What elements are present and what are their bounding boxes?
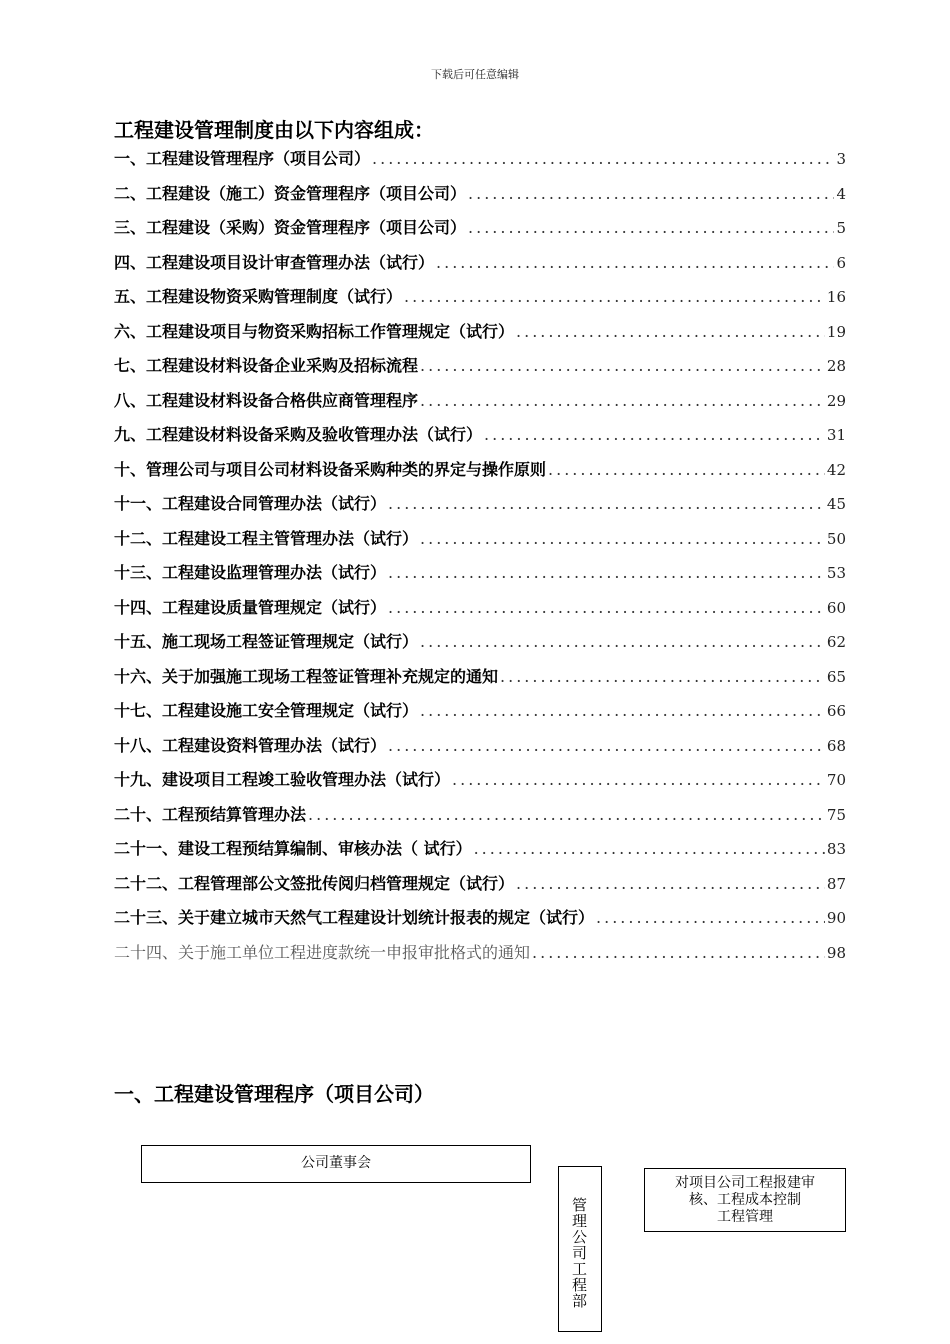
toc-entry-page: 62 (826, 633, 846, 651)
toc-entry[interactable] (114, 629, 846, 664)
toc-entry-page: 68 (826, 736, 846, 755)
toc-entry-label: 二十二、工程管理部公文签批传阅归档管理规定（试行） (114, 873, 515, 893)
toc-leader-dots (436, 253, 834, 272)
toc-entry[interactable] (114, 802, 846, 837)
toc-entry-page: 45 (826, 495, 846, 513)
toc-entry-label: 十五、施工现场工程签证管理规定（试行） (114, 632, 419, 651)
toc-leader-dots (516, 874, 825, 893)
toc-entry[interactable] (114, 181, 846, 216)
toc-entry-page: 60 (826, 598, 846, 617)
flow-box-duties (644, 1168, 846, 1232)
toc-leader-dots (548, 460, 825, 479)
toc-leader-dots (388, 736, 825, 755)
toc-entry-page: 6 (836, 253, 846, 272)
toc-entry-page: 5 (836, 219, 846, 237)
toc-leader-dots (532, 943, 825, 962)
toc-entry[interactable] (114, 836, 846, 871)
toc-leader-dots (404, 287, 825, 306)
toc-entry-label: 十三、工程建设监理管理办法（试行） (114, 563, 387, 582)
toc-entry-label: 十、管理公司与项目公司材料设备采购种类的界定与操作原则 (114, 459, 547, 479)
toc-title: 工程建设管理制度由以下内容组成： (114, 118, 434, 142)
toc-entry[interactable] (114, 905, 846, 940)
toc-entry-page: 75 (826, 805, 846, 824)
toc-entry-page: 83 (826, 840, 846, 858)
toc-entry[interactable] (114, 319, 846, 354)
toc-entry[interactable] (114, 491, 846, 526)
toc-entry-page: 42 (826, 460, 846, 479)
toc-leader-dots (596, 908, 825, 927)
toc-entry-page: 28 (826, 357, 846, 375)
toc-leader-dots (420, 391, 825, 410)
toc-entry-label: 二、工程建设（施工）资金管理程序（项目公司） (114, 183, 467, 203)
toc-leader-dots (388, 598, 825, 617)
toc-entry-page: 65 (826, 667, 846, 686)
toc-leader-dots (372, 149, 834, 168)
toc-entry-page: 16 (826, 288, 846, 306)
toc-entry-page: 66 (826, 702, 846, 720)
toc-leader-dots (516, 322, 825, 341)
toc-entry-label: 六、工程建设项目与物资采购招标工作管理规定（试行） (114, 321, 515, 341)
toc-entry-label: 十四、工程建设质量管理规定（试行） (114, 597, 387, 617)
flow-box-board: 公司董事会 (141, 1145, 531, 1183)
toc-entry-page: 87 (826, 874, 846, 893)
toc-leader-dots (500, 667, 825, 686)
toc-entry-page: 98 (826, 943, 846, 962)
flow-box-engineering-dept: 管理公司工程部 (558, 1166, 602, 1332)
toc-entry-label: 二十三、关于建立城市天然气工程建设计划统计报表的规定（试行） (114, 908, 595, 927)
toc-entry[interactable] (114, 560, 846, 595)
header-note: 下载后可任意编辑 (431, 68, 519, 81)
toc-entry-label: 七、工程建设材料设备企业采购及招标流程 (114, 356, 419, 375)
toc-entry-page: 3 (836, 150, 846, 168)
toc-leader-dots (420, 529, 825, 548)
toc-entry-page: 70 (826, 771, 846, 789)
toc-entry[interactable] (114, 422, 846, 457)
toc-entry-label: 十六、关于加强施工现场工程签证管理补充规定的通知 (114, 666, 499, 686)
toc-leader-dots (388, 563, 825, 582)
toc-entry-label: 五、工程建设物资采购管理制度（试行） (114, 287, 403, 306)
toc-entry[interactable] (114, 457, 846, 492)
toc-leader-dots (468, 218, 834, 237)
section-heading: 一、工程建设管理程序（项目公司） (114, 1082, 434, 1106)
toc-entry-label: 二十一、建设工程预结算编制、审核办法（ 试行） (114, 839, 472, 858)
toc-entry[interactable] (114, 767, 846, 802)
table-of-contents (114, 146, 846, 974)
toc-entry-label: 四、工程建设项目设计审查管理办法（试行） (114, 252, 435, 272)
toc-entry-page: 53 (826, 564, 846, 582)
toc-entry-label: 十八、工程建设资料管理办法（试行） (114, 735, 387, 755)
toc-entry-label: 一、工程建设管理程序（项目公司） (114, 149, 371, 168)
toc-entry-label: 十九、建设项目工程竣工验收管理办法（试行） (114, 770, 451, 789)
toc-leader-dots (308, 805, 825, 824)
toc-entry-page: 90 (826, 909, 846, 927)
toc-entry-label: 八、工程建设材料设备合格供应商管理程序 (114, 390, 419, 410)
toc-entry-label: 十一、工程建设合同管理办法（试行） (114, 494, 387, 513)
toc-entry-page: 19 (826, 322, 846, 341)
toc-entry[interactable] (114, 526, 846, 561)
toc-leader-dots (420, 356, 825, 375)
toc-entry[interactable] (114, 664, 846, 699)
toc-entry[interactable] (114, 595, 846, 630)
duty-line: 对项目公司工程报建审 (675, 1175, 815, 1191)
toc-leader-dots (420, 701, 825, 720)
toc-leader-dots (452, 770, 825, 789)
toc-entry-label: 九、工程建设材料设备采购及验收管理办法（试行） (114, 425, 483, 444)
toc-entry-label: 二十四、关于施工单位工程进度款统一申报审批格式的通知 (114, 942, 531, 962)
toc-entry-page: 4 (836, 184, 846, 203)
toc-entry[interactable] (114, 388, 846, 423)
toc-entry[interactable] (114, 146, 846, 181)
toc-leader-dots (484, 425, 825, 444)
toc-leader-dots (420, 632, 825, 651)
toc-leader-dots (474, 839, 825, 858)
duty-line: 工程管理 (717, 1209, 773, 1225)
toc-entry-page: 31 (826, 426, 846, 444)
toc-entry[interactable] (114, 940, 846, 975)
toc-entry[interactable] (114, 284, 846, 319)
toc-leader-dots (388, 494, 825, 513)
toc-entry[interactable] (114, 733, 846, 768)
toc-entry-page: 50 (826, 529, 846, 548)
toc-entry-label: 十二、工程建设工程主管管理办法（试行） (114, 528, 419, 548)
toc-entry-page: 29 (826, 391, 846, 410)
toc-entry[interactable] (114, 215, 846, 250)
toc-entry-label: 二十、工程预结算管理办法 (114, 804, 307, 824)
toc-entry[interactable] (114, 353, 846, 388)
duty-line: 核、工程成本控制 (689, 1192, 801, 1208)
toc-leader-dots (468, 184, 834, 203)
toc-entry[interactable] (114, 698, 846, 733)
toc-entry-label: 三、工程建设（采购）资金管理程序（项目公司） (114, 218, 467, 237)
toc-entry[interactable] (114, 871, 846, 906)
toc-entry-label: 十七、工程建设施工安全管理规定（试行） (114, 701, 419, 720)
toc-entry[interactable] (114, 250, 846, 285)
